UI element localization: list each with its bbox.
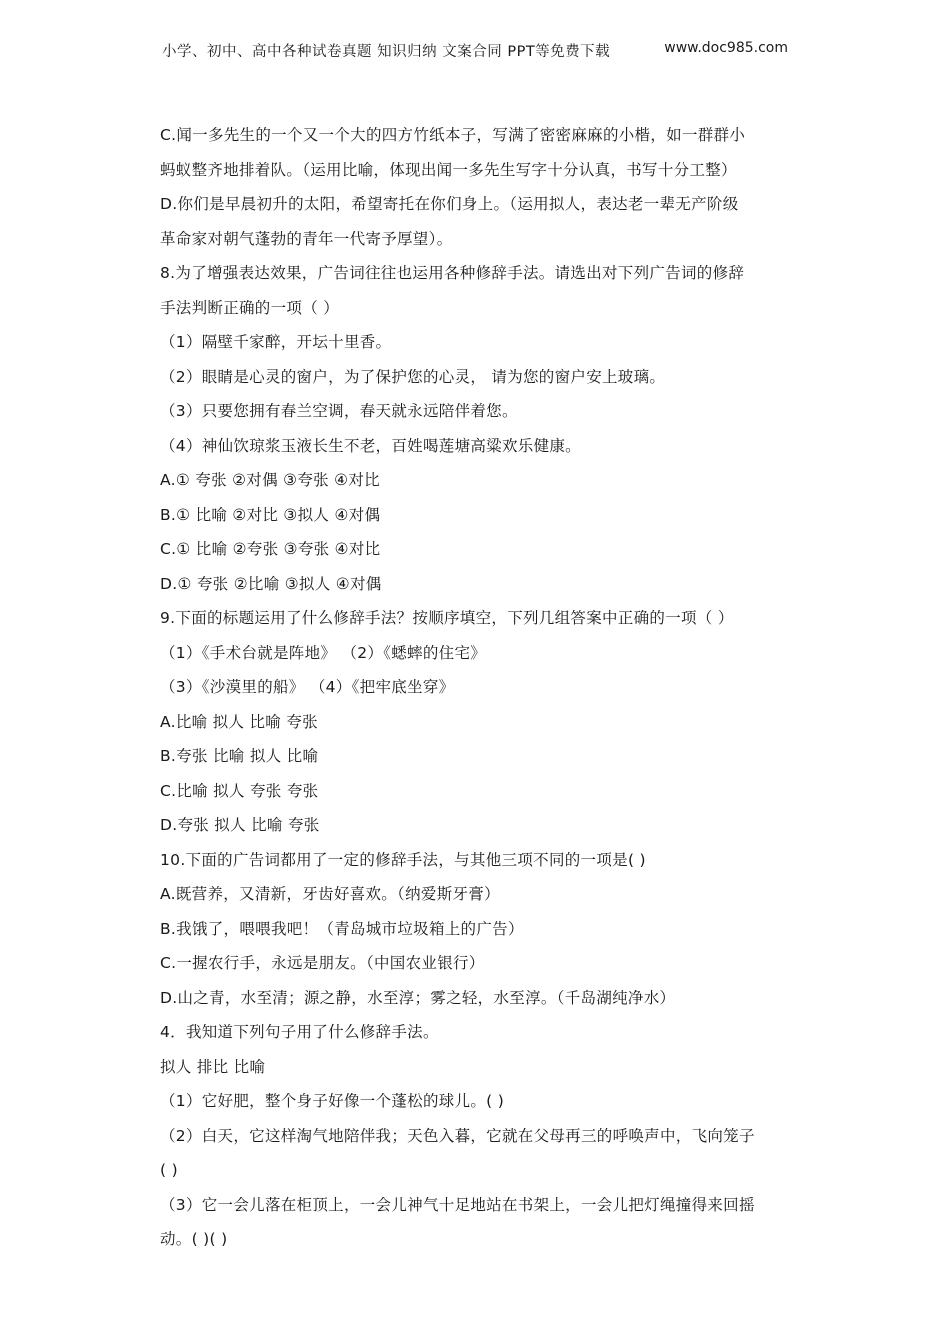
question-8-option-b: B.① 比喻 ②对比 ③拟人 ④对偶 xyxy=(160,505,381,524)
question-8-stem-cont: 手法判断正确的一项（ ） xyxy=(160,298,340,317)
question-10-option-d: D.山之青，水至清；源之静，水至淳；雾之轻，水至淳。（千岛湖纯净水） xyxy=(160,988,676,1007)
question-8-item: （2）眼睛是心灵的窗户，为了保护您的心灵， 请为您的窗户安上玻璃。 xyxy=(160,367,666,386)
question-8-item: （4）神仙饮琼浆玉液长生不老，百姓喝莲塘高粱欢乐健康。 xyxy=(160,436,581,455)
question-9-stem: 9.下面的标题运用了什么修辞手法？按顺序填空，下列几组答案中正确的一项（ ） xyxy=(160,609,734,627)
question-4-item: （2）白天，它这样淘气地陪伴我；天色入暮，它就在父母再三的呼唤声中，飞向笼子 xyxy=(160,1126,755,1145)
question-10-option-c: C.一握农行手，永远是朋友。（中国农业银行） xyxy=(160,954,485,972)
question-9-option-a: A.比喻 拟人 比喻 夸张 xyxy=(160,712,318,731)
question-8-option-d: D.① 夸张 ②比喻 ③拟人 ④对偶 xyxy=(160,574,382,593)
document-body xyxy=(160,118,795,1257)
question-9-option-d: D.夸张 拟人 比喻 夸张 xyxy=(160,816,320,834)
question-4-item: （3）它一会儿落在柜顶上，一会儿神气十足地站在书架上，一会儿把灯绳撞得来回摇 xyxy=(160,1195,755,1214)
header-slogan: 小学、初中、高中各种试卷真题 知识归纳 文案合同 PPT等免费下载 xyxy=(162,44,611,60)
question-8-item: （1）隔壁千家醉，开坛十里香。 xyxy=(160,333,392,351)
question-8-stem: 8.为了增强表达效果，广告词往往也运用各种修辞手法。请选出对下列广告词的修辞 xyxy=(160,264,745,282)
question-4-item-cont: ( ) xyxy=(160,1161,178,1179)
question-9-option-c: C.比喻 拟人 夸张 夸张 xyxy=(160,781,319,800)
question-9-titles: （3）《沙漠里的船》 （4）《把牢底坐穿》 xyxy=(160,678,455,696)
page-header xyxy=(162,40,802,62)
question-4-item-cont: 动。( )( ) xyxy=(160,1230,228,1248)
question-9-option-b: B.夸张 比喻 拟人 比喻 xyxy=(160,747,319,765)
text-line: 蚂蚁整齐地排着队。（运用比喻，体现出闻一多先生写字十分认真，书写十分工整） xyxy=(160,160,737,179)
text-line: C.闻一多先生的一个又一个大的四方竹纸本子，写满了密密麻麻的小楷，如一群群小 xyxy=(160,126,746,144)
question-8-option-a: A.① 夸张 ②对偶 ③夸张 ④对比 xyxy=(160,471,380,489)
header-website: www.doc985.com xyxy=(664,40,788,56)
question-4-stem: 4．我知道下列句子用了什么修辞手法。 xyxy=(160,1023,439,1041)
question-10-option-b: B.我饿了，喂喂我吧！（青岛城市垃圾箱上的广告） xyxy=(160,919,524,938)
text-line: D.你们是早晨初升的太阳，希望寄托在你们身上。（运用拟人，表达老一辈无产阶级 xyxy=(160,195,739,213)
question-8-option-c: C.① 比喻 ②夸张 ③夸张 ④对比 xyxy=(160,540,381,558)
question-4-choices: 拟人 排比 比喻 xyxy=(160,1057,266,1076)
question-10-option-a: A.既营养，又清新，牙齿好喜欢。（纳爱斯牙膏） xyxy=(160,885,500,903)
question-9-titles: （1）《手术台就是阵地》 （2）《蟋蟀的住宅》 xyxy=(160,643,487,662)
question-4-item: （1）它好肥，整个身子好像一个蓬松的球儿。( ) xyxy=(160,1092,505,1110)
question-10-stem: 10.下面的广告词都用了一定的修辞手法，与其他三项不同的一项是( ) xyxy=(160,850,646,869)
text-line: 革命家对朝气蓬勃的青年一代寄予厚望）。 xyxy=(160,229,453,248)
question-8-item: （3）只要您拥有春兰空调，春天就永远陪伴着您。 xyxy=(160,402,518,420)
